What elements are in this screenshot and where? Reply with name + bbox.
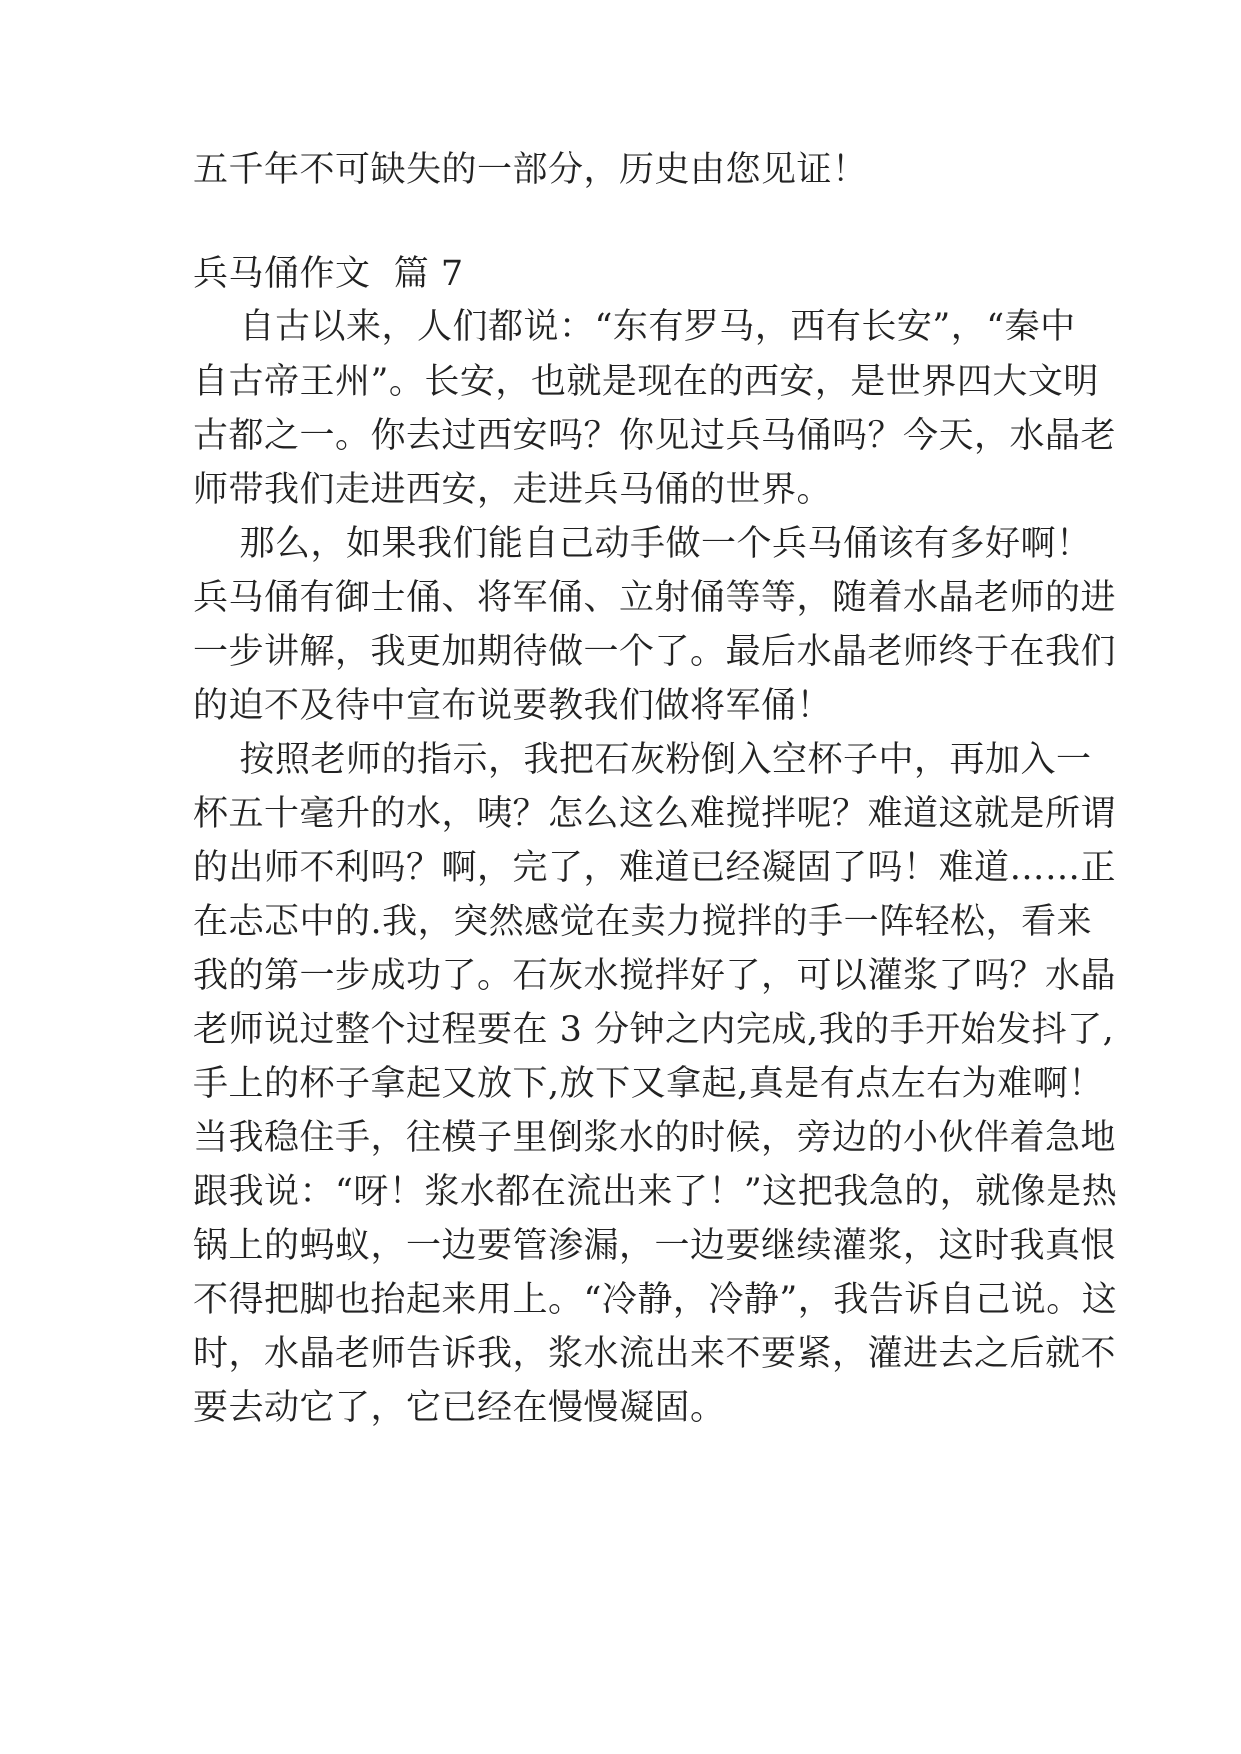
- paragraph-line-9: 一步讲解，我更加期待做一个了。最后水晶老师终于在我们: [193, 632, 1117, 672]
- paragraph-line-19: 跟我说：“呀！浆水都在流出来了！”这把我急的，就像是热: [193, 1172, 1118, 1212]
- paragraph-line-5: 古都之一。你去过西安吗？你见过兵马俑吗？今天，水晶老: [193, 416, 1117, 456]
- paragraph-line-16: 老师说过整个过程要在 3 分钟之内完成,我的手开始发抖了,: [193, 1010, 1115, 1050]
- paragraph-line-1: 五千年不可缺失的一部分，历史由您见证！: [193, 150, 868, 190]
- paragraph-line-22: 时，水晶老师告诉我，浆水流出来不要紧，灌进去之后就不: [193, 1334, 1117, 1374]
- paragraph-line-3: 自古以来，人们都说：“东有罗马，西有长安”，“秦中: [193, 307, 1076, 347]
- paragraph-line-12: 杯五十毫升的水，咦？怎么这么难搅拌呢？难道这就是所谓: [193, 794, 1117, 834]
- paragraph-line-21: 不得把脚也抬起来用上。“冷静，冷静”，我告诉自己说。这: [193, 1280, 1118, 1320]
- paragraph-line-14: 在忐忑中的.我，突然感觉在卖力搅拌的手一阵轻松，看来: [193, 902, 1093, 942]
- section-heading: 兵马俑作文 篇 7: [193, 254, 464, 294]
- paragraph-line-10: 的迫不及待中宣布说要教我们做将军俑！: [193, 686, 833, 726]
- paragraph-line-18: 当我稳住手，往模子里倒浆水的时候，旁边的小伙伴着急地: [193, 1118, 1117, 1158]
- paragraph-line-6: 师带我们走进西安，走进兵马俑的世界。: [193, 470, 833, 510]
- paragraph-line-15: 我的第一步成功了。石灰水搅拌好了，可以灌浆了吗？水晶: [193, 956, 1117, 996]
- paragraph-line-11: 按照老师的指示，我把石灰粉倒入空杯子中，再加入一: [193, 740, 1092, 780]
- paragraph-line-4: 自古帝王州”。长安，也就是现在的西安，是世界四大文明: [193, 362, 1099, 402]
- paragraph-line-13: 的出师不利吗？啊，完了，难道已经凝固了吗！难道……正: [193, 848, 1117, 888]
- paragraph-line-7: 那么，如果我们能自己动手做一个兵马俑该有多好啊！: [193, 524, 1092, 564]
- paragraph-line-17: 手上的杯子拿起又放下,放下又拿起,真是有点左右为难啊！: [193, 1064, 1104, 1104]
- paragraph-line-8: 兵马俑有御士俑、将军俑、立射俑等等，随着水晶老师的进: [193, 578, 1117, 618]
- paragraph-line-23: 要去动它了，它已经在慢慢凝固。: [193, 1388, 726, 1428]
- paragraph-line-20: 锅上的蚂蚁，一边要管渗漏，一边要继续灌浆，这时我真恨: [193, 1226, 1117, 1266]
